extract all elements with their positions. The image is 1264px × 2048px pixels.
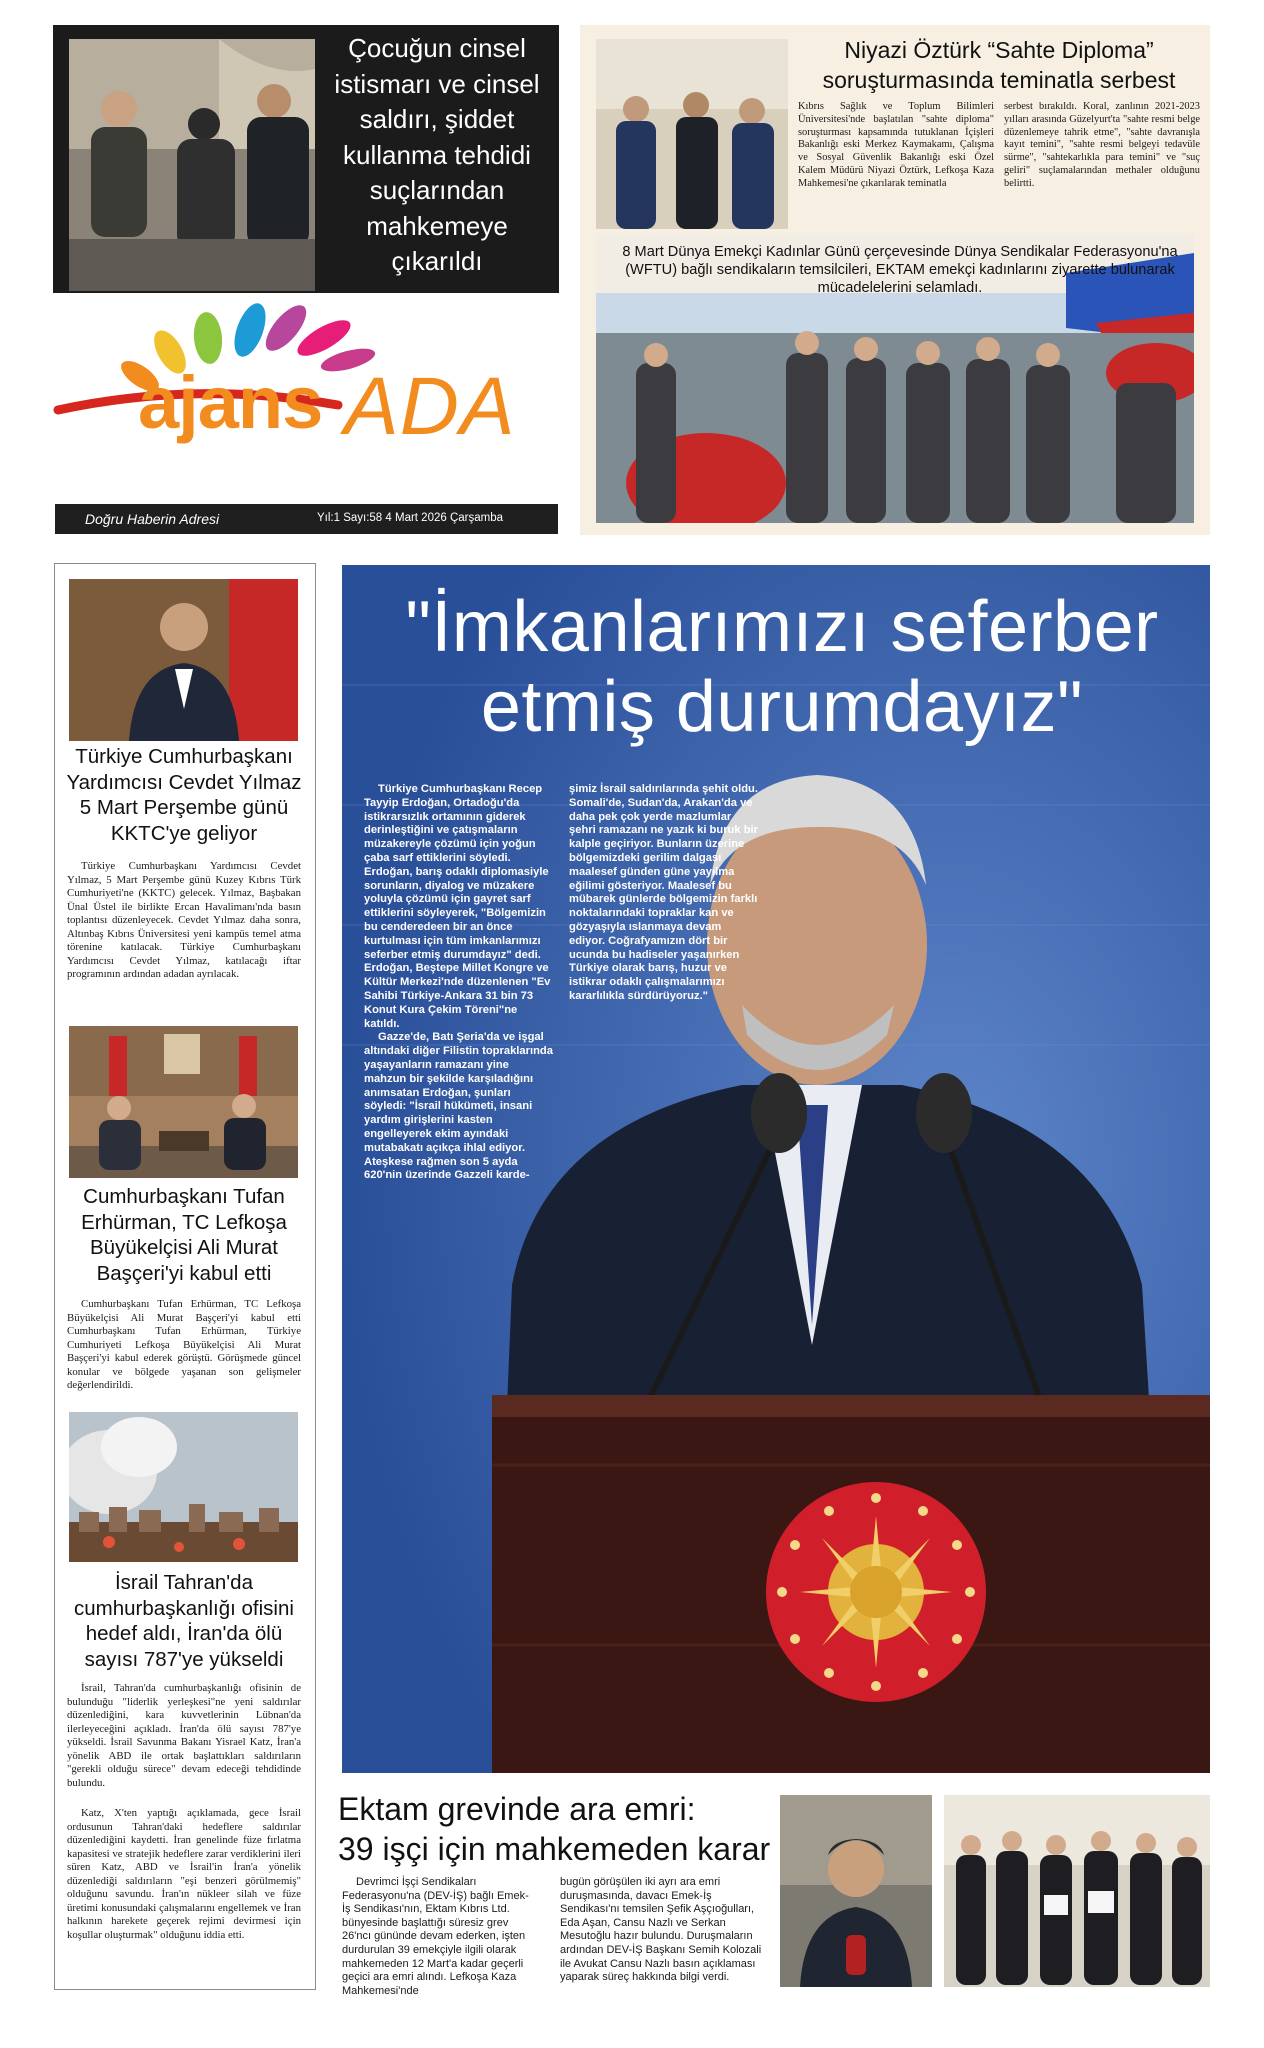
bottom-headline-line1: Ektam grevinde ara emri:: [338, 1791, 696, 1827]
speaker-microphone-photo: [780, 1795, 932, 1987]
police-escort-photo: [596, 39, 788, 229]
tehran-smoke-photo: [69, 1412, 298, 1562]
erhurman-meeting-photo: [69, 1026, 298, 1178]
main-body-col1-p2: Gazze'de, Batı Şeria'da ve işgal altındaki diğer Filistin topraklarında yaşayanların ramazanı yine mahzun bir şekilde karşıladığını anımsatan Erdoğan, şunları söyledi: "İsrail hükümeti, insani yardım girişlerini kasten engelleyerek ekim ayındaki mutabakatı açıkça ihlal ediyor. Ateşkese rağmen son 5 ayda 620'nin üzerinde Gazzeli karde-: [364, 1031, 553, 1182]
main-body-col2-p1: şimiz İsrail saldırılarında şehit oldu. Somali'de, Sudan'da, Arakan'da ve daha pek çok yerde mazlumlar şehri ramazanı ne yazık ki buruk bir kalple geçiriyor. Bunların üzerine bölgemizdeki gerilim dalgası maalesef günden güne yayılma eğilimi gösteriyor. Maalesef bu mübarek günlerde bölgemizin farklı noktalarındaki topraklar kan ve gözyaşıyla ıslanmaya devam ediyor. Coğrafyamızın dört bir ucunda bu hadiseler yaşanırken Türkiye olarak barış, huzur ve istikrar odaklı çalışmalarımızı kararlılıkla sürdürüyoruz.": [569, 783, 759, 1002]
presidential-emblem-icon: [764, 1480, 988, 1704]
top-right-body-col1: Kıbrıs Sağlık ve Toplum Bilimleri Üniversitesi'nde başlatılan "sahte diploma" soruşturması kapsamında tutuklanan İçişleri Bakanlığı eski Merkez Kaymakamı, Çalışma ve Sosyal Güvenlik Bakanlığı eski Özel Kalem Müdürü Niyazi Öztürk, Lefkoşa Kaza Mahkemesi'ne çıkarılarak teminatla: [798, 101, 994, 189]
top-right-headline-1: Niyazi Öztürk “Sahte Diploma”: [844, 37, 1154, 63]
main-headline-line2: etmiş durumdayız": [480, 667, 1084, 747]
left-sidebar: [54, 563, 316, 1990]
masthead-logo: [48, 300, 558, 500]
bottom-body-col1: Devrimci İşçi Sendikaları Federasyonu'na (DEV-İŞ) bağlı Emek-İş Sendikası'nın, Ektam Kıbrıs Ltd. bünyesinde başlattığı süresiz grev 26'ncı gününde devam ederken, işten durdurulan 39 emekçiyle ilgili olarak mahkemeden 12 Mart'a kadar geçerli geçici ara emri alındı. Lefkoşa Kaza Mahkemesi'nde: [342, 1876, 529, 1997]
sidebar-story1-headline: Türkiye Cumhurbaşkanı Yardımcısı Cevdet Yılmaz 5 Mart Perşembe günü KKTC'ye geliyor: [66, 745, 302, 845]
slogan: Doğru Haberin Adresi: [85, 511, 220, 527]
logo-word-ajans: ajans: [138, 361, 323, 444]
sidebar-story3-body-1: İsrail, Tahran'da cumhurbaşkanlığı ofisinin de bulunduğu "liderlik yerleşkesi"ne yeni saldırılar düzenlediğini, kara kuvvetlerinin Lübnan'da ilerleyeceğini açıkladı. İran'da ölü sayısı 787'ye yükseldi. İsrail Savunma Bakanı Yisrael Katz, İran'a yönelik ABD ile ortak başlattıkları saldırıların "gerekli olduğu sürece" devam edeceği tehdidinde bulundu.: [67, 1682, 301, 1789]
lawyers-group-photo: [944, 1795, 1210, 1987]
cevdet-yilmaz-photo: [69, 579, 298, 741]
sidebar-story3-body-2: Katz, X'ten yaptığı açıklamada, gece İsrail ordusunun Tahran'daki hedeflere saldırılar düzenlediğini kaydetti. İran genelinde füze fırlatma kapasitesi ve stratejik hedeflere zarar verdiklerini ileri süren Katz, ABD ve İsrail'in İran'a yönelik düzenlediği saldırıların "eşi benzeri görülmemiş" olduğunu savundu. İran'ın nükleer silah ve füze üretimi konusundaki çalışmalarını engellemek ve İran halkının harekete geçerek rejimi devirmesi için koşullar oluşturmak" olduğunu iddia etti.: [67, 1807, 301, 1941]
bottom-body-col2: bugün görüşülen iki ayrı ara emri duruşmasında, davacı Emek-İş Sendikası'nı temsilen Şefik Aşçıoğulları, Eda Aşan, Cansu Nazlı ve Serkan Mesutoğlu hazır bulundu. Duruşmaların ardından DEV-İŞ Başkanı Semih Kolozali ile Avukat Cansu Nazlı basın açıklaması yaparak süreç hakkında bilgi verdi.: [560, 1876, 762, 1984]
sidebar-story2-body: Cumhurbaşkanı Tufan Erhürman, TC Lefkoşa Büyükelçisi Ali Murat Başçeri'yi kabul etti Cumhurbaşkanı Tufan Erhürman, Türkiye Cumhuriyeti Lefkoşa Büyükelçisi Ali Murat Başçeri'yi kabul ederek görüştü. Görüşmede güncel konular ve bölgede yaşanan son gelişmeler değerlendirildi.: [67, 1298, 301, 1391]
sidebar-story1-body: Türkiye Cumhurbaşkanı Yardımcısı Cevdet Yılmaz, 5 Mart Perşembe günü Kuzey Kıbrıs Türk Cumhuriyeti'ne (KKTC) gelecek. Yılmaz, Başbakan Ünal Üstel ile birlikte Ercan Havalimanı'nda basın toplantısı düzenleyecek. Cevdet Yılmaz daha sonra, Altınbaş Kıbrıs Üniversitesi yeni kampüs temel atma törenine katılacak. Türkiye Cumhurbaşkanı Yardımcısı Cevdet Yılmaz, katılacağı iftar programının ardından adadan ayrılacak.: [67, 860, 301, 980]
top-right-headline-2: soruşturmasında teminatla serbest: [822, 67, 1176, 93]
top-left-headline: Çocuğun cinsel istismarı ve cinsel saldırı, şiddet kullanma tehdidi suçlarından mahkemeye çıkarıldı: [334, 33, 540, 276]
logo-word-ada: ADA: [344, 361, 516, 452]
main-headline-line1: "İmkanlarımızı seferber: [405, 587, 1159, 667]
top-right-body-col2: serbest bırakıldı. Koral, zanlının 2021-2023 yılları arasında Güzelyurt'ta "sahte resmi belge düzenlemeye tahrik etme", "sahte davranışla kayıt temini", "sahte resmi belgeyi tedavüle sürme", "sahtekarlıkla para temini" ve "suç geliri" suçlamalarından methaler olduğunu belirtti.: [1004, 101, 1200, 189]
arrest-photo: [69, 39, 315, 291]
sidebar-story3-headline: İsrail Tahran'da cumhurbaşkanlığı ofisini hedef aldı, İran'da ölü sayısı 787'ye yükseldi: [74, 1571, 294, 1671]
masthead-bar: [55, 504, 558, 534]
bottom-headline-line2: 39 işçi için mahkemeden karar: [338, 1831, 771, 1867]
main-body-col2: [569, 783, 759, 1004]
main-body-col1-p1: Türkiye Cumhurbaşkanı Recep Tayyip Erdoğan, Ortadoğu'da istikrarsızlık ortamının giderek derinleştiğini ve çatışmaların müzakereyle çözümü için yoğun çaba sarf ettiklerini söyledi. Erdoğan, barış odaklı diplomasiyle sorunların, diyalog ve müzakere yoluyla çözümü için gayret sarf ettiklerini söyleyerek, "Bölgemizin bu cenderedeen bir an önce kurtulması için tüm imkanlarımızı seferber etmiş durumdayız" dedi. Erdoğan, Beştepe Millet Kongre ve Kültür Merkezi'nde düzenlenen "Ev Sahibi Türkiye-Ankara 31 bin 73 Konut Kura Çekim Töreni"ne katıldı.: [364, 783, 551, 1030]
main-body-col1: [364, 783, 554, 1183]
wftu-headline: 8 Mart Dünya Emekçi Kadınlar Günü çerçevesinde Dünya Sendikalar Federasyonu'na (WFTU) bağlı sendikaların temsilcileri, EKTAM emekçi kadınlarını ziyarette bulunarak mücadelelerini selamladı.: [622, 244, 1178, 296]
sidebar-story2-headline: Cumhurbaşkanı Tufan Erhürman, TC Lefkoşa Büyükelçisi Ali Murat Başçeri'yi kabul etti: [81, 1185, 287, 1285]
issue-info: Yıl:1 Sayı:58 4 Mart 2026 Çarşamba: [317, 512, 504, 524]
main-story: [342, 565, 1210, 1773]
top-right-story: [580, 25, 1210, 535]
top-left-story: [53, 25, 559, 293]
